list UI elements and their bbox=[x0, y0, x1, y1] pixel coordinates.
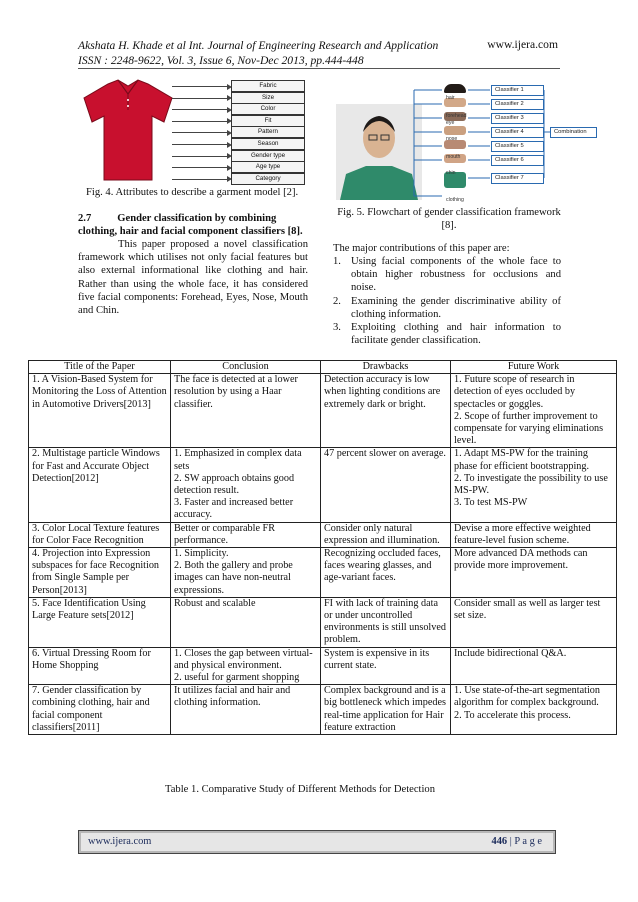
table-cell: Consider small as well as larger test set size. bbox=[451, 597, 617, 647]
table-cell: 3. Color Local Texture features for Color Face Recognition bbox=[29, 522, 171, 547]
attribute-box: Category bbox=[231, 173, 305, 185]
header-citation: Akshata H. Khade et al Int. Journal of Engineering Research and Application bbox=[78, 39, 439, 52]
table-cell: Consider only natural expression and illumination. bbox=[321, 522, 451, 547]
table-row bbox=[29, 548, 617, 598]
table-cell: Complex background and is a big bottleneck which impedes real-time application for Hair feature extraction bbox=[321, 685, 451, 735]
attribute-box: Color bbox=[231, 103, 305, 115]
face-part-label: forehead bbox=[446, 113, 467, 119]
table-cell: FI with lack of training data or under uncontrolled environments is still unsolved problem. bbox=[321, 597, 451, 647]
table-row bbox=[29, 448, 617, 522]
comparison-table bbox=[28, 360, 617, 735]
attribute-arrow bbox=[172, 121, 230, 122]
face-part-label: eye bbox=[446, 120, 455, 126]
contribution-text: Using facial components of the whole face to obtain higher robustness for occlusions and noise. bbox=[351, 256, 561, 294]
table-cell: Detection accuracy is low when lighting conditions are extremely dark or bright. bbox=[321, 374, 451, 448]
nose-region-image bbox=[444, 126, 466, 135]
table-row bbox=[29, 597, 617, 647]
section-heading bbox=[78, 212, 310, 238]
attribute-box: Age type bbox=[231, 161, 305, 173]
combination-box: Combination bbox=[550, 127, 597, 138]
section-paragraph: This paper proposed a novel classification framework which utilises not only facial features but also external informational like clothing and hair. Rather than using the whole face, it has considered five facial components: Forehead, Eyes, Nose, Mouth and Chin. bbox=[78, 239, 308, 317]
table-cell: 6. Virtual Dressing Room for Home Shopping bbox=[29, 647, 171, 685]
table-header-row bbox=[29, 361, 617, 374]
table-cell: Include bidirectional Q&A. bbox=[451, 647, 617, 685]
table-header-cell: Future Work bbox=[451, 361, 617, 374]
table-cell: Robust and scalable bbox=[171, 597, 321, 647]
table-cell: 1. Simplicity. 2. Both the gallery and probe images can have non-neutral expressions. bbox=[171, 548, 321, 598]
fig5-caption-line1: Fig. 5. Flowchart of gender classification framework bbox=[337, 207, 561, 218]
attribute-box: Fabric bbox=[231, 80, 305, 92]
table-cell: Devise a more effective weighted feature-level fusion scheme. bbox=[451, 522, 617, 547]
contribution-item bbox=[333, 321, 561, 347]
contribution-text: Exploiting clothing and hair information to facilitate gender classification. bbox=[351, 322, 561, 347]
table-cell: 47 percent slower on average. bbox=[321, 448, 451, 522]
table-row bbox=[29, 374, 617, 448]
table-cell: Recognizing occluded faces, faces wearing glasses, and age-variant faces. bbox=[321, 548, 451, 598]
table-cell: More advanced DA methods can provide more improvement. bbox=[451, 548, 617, 598]
contribution-text: Examining the gender discriminative ability of clothing information. bbox=[351, 295, 561, 320]
contributions-list bbox=[333, 255, 561, 347]
table-cell: 2. Multistage particle Windows for Fast and Accurate Object Detection[2012] bbox=[29, 448, 171, 522]
table-header-cell: Title of the Paper bbox=[29, 361, 171, 374]
fig5-flowchart bbox=[330, 76, 590, 202]
table-cell: 1. Adapt MS-PW for the training phase for efficient bootstrapping. 2. To investigate the possibility to use MS-PW. 3. To test MS-PW bbox=[451, 448, 617, 522]
table-cell: 1. A Vision-Based System for Monitoring the Loss of Attention in Automotive Drivers[2013] bbox=[29, 374, 171, 448]
contribution-item bbox=[333, 295, 561, 321]
attribute-box: Season bbox=[231, 138, 305, 150]
table-cell: 1. Closes the gap between virtual- and physical environment. 2. useful for garment shopping bbox=[171, 647, 321, 685]
section-title-line2: clothing, hair and facial component classifiers [8]. bbox=[78, 226, 303, 238]
attribute-box: Fit bbox=[231, 115, 305, 127]
table-cell: It utilizes facial and hair and clothing information. bbox=[171, 685, 321, 735]
table-row bbox=[29, 685, 617, 735]
header-issn: ISSN : 2248-9622, Vol. 3, Issue 6, Nov-Dec 2013, pp.444-448 bbox=[78, 54, 364, 67]
face-part-label: nose bbox=[446, 136, 458, 142]
section-number: 2.7 bbox=[78, 213, 92, 224]
attribute-box: Gender type bbox=[231, 150, 305, 162]
table-header-cell: Drawbacks bbox=[321, 361, 451, 374]
table-cell: 1. Future scope of research in detection of eyes occluded by spectacles or goggles. 2. Scope of further improvement to compensate for varying eliminations level. bbox=[451, 374, 617, 448]
contributions-intro: The major contributions of this paper are: bbox=[333, 243, 510, 254]
table-caption: Table 1. Comparative Study of Different Methods for Detection bbox=[165, 784, 436, 795]
table-cell: 4. Projection into Expression subspaces for face Recognition from Single Sample per Person[2013] bbox=[29, 548, 171, 598]
footer-website[interactable]: www.ijera.com bbox=[88, 836, 152, 847]
classifier-box: Classifier 4 bbox=[491, 127, 544, 138]
header-website[interactable]: www.ijera.com bbox=[487, 38, 558, 51]
page-number: 446 bbox=[491, 836, 508, 847]
fig5-caption bbox=[320, 206, 578, 232]
table-cell: 5. Face Identification Using Large Feature sets[2012] bbox=[29, 597, 171, 647]
classifier-box: Classifier 6 bbox=[491, 155, 544, 166]
attribute-arrow bbox=[172, 132, 230, 133]
attribute-arrow bbox=[172, 167, 230, 168]
section-title-line1: Gender classification by combining bbox=[117, 213, 277, 224]
attribute-arrow bbox=[172, 86, 230, 87]
fig5-caption-line2: [8]. bbox=[441, 220, 457, 231]
face-part-label: mouth bbox=[446, 154, 461, 160]
table-cell: The face is detected at a lower resolution by using a Haar classifier. bbox=[171, 374, 321, 448]
face-part-label: hair bbox=[446, 95, 455, 101]
table-row bbox=[29, 647, 617, 685]
red-polo-shirt-image bbox=[78, 76, 178, 186]
attribute-arrow bbox=[172, 156, 230, 157]
face-part-label: chin bbox=[446, 170, 456, 176]
attribute-arrow bbox=[172, 179, 230, 180]
table-header-cell: Conclusion bbox=[171, 361, 321, 374]
classifier-box: Classifier 3 bbox=[491, 113, 544, 124]
attribute-arrow bbox=[172, 98, 230, 99]
classifier-box: Classifier 5 bbox=[491, 141, 544, 152]
contribution-number: 1. bbox=[333, 256, 341, 267]
hair-region-image bbox=[444, 84, 466, 93]
table-cell: 7. Gender classification by combining clothing, hair and facial component classifiers[2011] bbox=[29, 685, 171, 735]
attribute-arrow bbox=[172, 109, 230, 110]
table-cell: 1. Use state-of-the-art segmentation algorithm for complex background. 2. To accelerate this process. bbox=[451, 685, 617, 735]
fig4-caption: Fig. 4. Attributes to describe a garment model [2]. bbox=[86, 187, 299, 198]
contribution-item bbox=[333, 255, 561, 295]
running-header bbox=[78, 38, 438, 68]
contribution-number: 3. bbox=[333, 322, 341, 334]
table-cell: 1. Emphasized in complex data sets 2. SW approach obtains good detection result. 3. Faster and increased better accuracy. bbox=[171, 448, 321, 522]
contribution-number: 2. bbox=[333, 295, 341, 307]
footer-page-number bbox=[492, 836, 542, 847]
classifier-box: Classifier 2 bbox=[491, 99, 544, 110]
classifier-box: Classifier 7 bbox=[491, 173, 544, 184]
table-cell: Better or comparable FR performance. bbox=[171, 522, 321, 547]
table-cell: System is expensive in its current state. bbox=[321, 647, 451, 685]
table-row bbox=[29, 522, 617, 547]
page-label: | P a g e bbox=[507, 836, 542, 847]
header-rule bbox=[78, 68, 560, 69]
classifier-box: Classifier 1 bbox=[491, 85, 544, 96]
attribute-box: Size bbox=[231, 92, 305, 104]
face-part-label: clothing bbox=[446, 197, 464, 203]
attribute-box: Pattern bbox=[231, 126, 305, 138]
attribute-arrow bbox=[172, 144, 230, 145]
